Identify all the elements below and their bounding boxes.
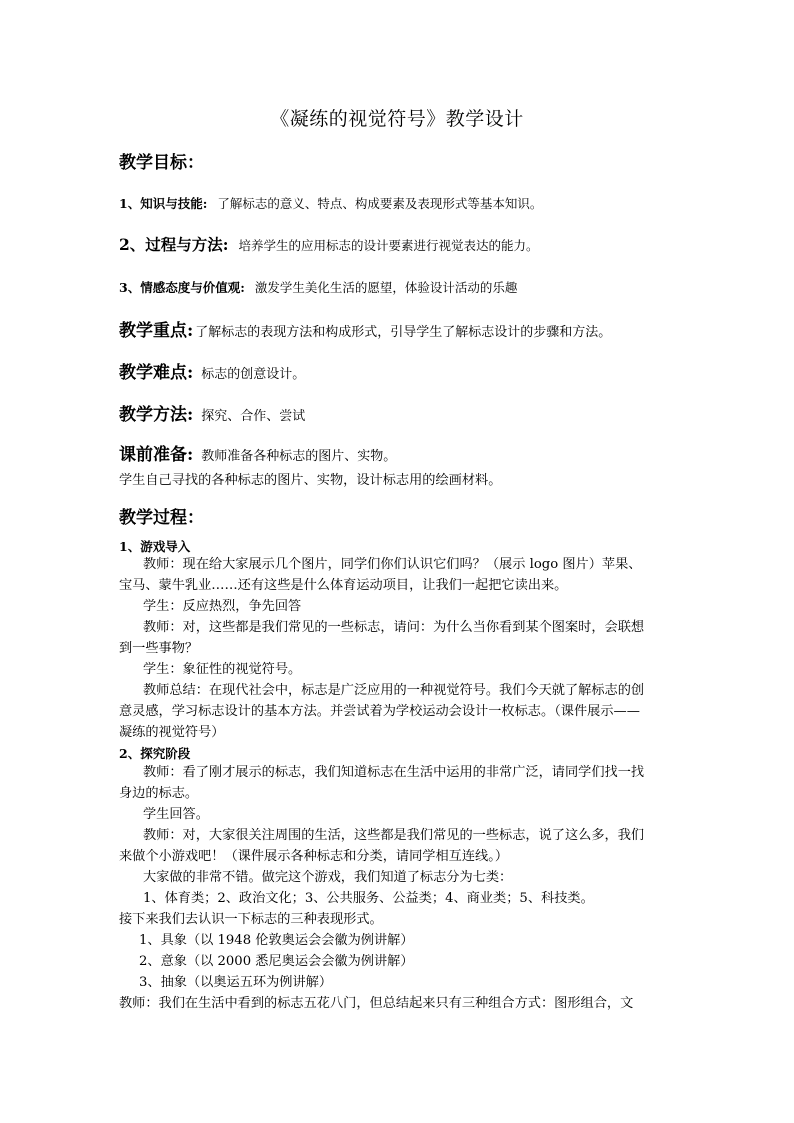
preparation	[119, 440, 679, 465]
document-title: 《凝练的视觉符号》教学设计	[270, 108, 524, 130]
objective-label: 2、过程与方法:	[119, 235, 229, 254]
methods-label: 教学方法:	[119, 405, 194, 425]
objective-text: 培养学生的应用标志的设计要素进行视觉表达的能力。	[238, 238, 539, 253]
objective-item-3	[119, 278, 679, 296]
methods	[119, 400, 679, 425]
paragraph-line: 学生：象征性的视觉符号。	[143, 662, 302, 677]
difficulty-text: 标志的创意设计。	[201, 367, 306, 382]
objective-label: 3、情感态度与价值观:	[119, 280, 245, 295]
section1-title: 1、游戏导入	[119, 539, 191, 554]
preparation-label: 课前准备:	[119, 445, 194, 465]
key-points-label: 教学重点:	[119, 321, 194, 341]
paragraph-line: 大家做的非常不错。做完这个游戏，我们知道了标志分为七类：	[143, 870, 513, 885]
paragraph-line: 3、抽象（以奥运五环为例讲解）	[139, 975, 333, 990]
paragraph-line: 学生：反应热烈，争先回答	[143, 599, 302, 614]
paragraph-line: 接下来我们去认识一下标志的三种表现形式。	[119, 912, 383, 927]
paragraph-line: 教师：对，这些都是我们常见的一些标志，请问：为什么当你看到某个图案时，会联想	[143, 620, 645, 635]
paragraph-line: 1、体育类；2、政治文化；3、公共服务、公益类；4、商业类；5、科技类。	[143, 891, 594, 906]
paragraph-line: 身边的标志。	[119, 786, 199, 801]
preparation-line2: 学生自己寻找的各种标志的图片、实物，设计标志用的绘画材料。	[119, 473, 502, 488]
paragraph-line: 教师：看了刚才展示的标志，我们知道标志在生活中运用的非常广泛，请同学们找一找	[143, 765, 645, 780]
paragraph-line: 教师：现在给大家展示几个图片，同学们你们认识它们吗？（展示 logo 图片）苹果、	[143, 557, 642, 572]
paragraph-line: 教师总结：在现代社会中，标志是广泛应用的一种视觉符号。我们今天就了解标志的创	[143, 683, 645, 698]
paragraph-line: 教师：对，大家很关注周围的生活，这些都是我们常见的一些标志，说了这么多，我们	[143, 828, 645, 843]
process-heading: 教学过程：	[119, 508, 204, 528]
section2-title: 2、探究阶段	[119, 746, 191, 761]
section1-body	[119, 554, 679, 743]
paragraph-line: 凝练的视觉符号）	[119, 725, 225, 740]
objective-text: 了解标志的意义、特点、构成要素及表现形式等基本知识。	[217, 196, 543, 211]
key-points	[119, 316, 679, 341]
paragraph-line: 1、具象（以 1948 伦敦奥运会会徽为例讲解）	[139, 933, 414, 948]
paragraph-line: 教师：我们在生活中看到的标志五花八门，但总结起来只有三种组合方式：图形组合，文	[119, 996, 634, 1011]
methods-text: 探究、合作、尝试	[201, 409, 306, 424]
paragraph-line: 意灵感，学习标志设计的基本方法。并尝试着为学校运动会设计一枚标志。（课件展示——	[119, 704, 640, 719]
objectives-heading: 教学目标：	[119, 153, 204, 173]
paragraph-line: 2、意象（以 2000 悉尼奥运会会徽为例讲解）	[139, 954, 414, 969]
objective-item-2	[119, 233, 679, 255]
key-points-text: 了解标志的表现方法和构成形式，引导学生了解标志设计的步骤和方法。	[195, 325, 612, 340]
difficulty-label: 教学难点:	[119, 363, 194, 383]
objective-label: 1、知识与技能:	[119, 196, 208, 211]
paragraph-line: 到一些事物？	[119, 641, 199, 656]
paragraph-line: 宝马、蒙牛乳业……还有这些是什么体育运动项目，让我们一起把它读出来。	[119, 578, 568, 593]
objective-text: 激发学生美化生活的愿望，体验设计活动的乐趣	[254, 280, 518, 295]
objective-item-1	[119, 194, 679, 212]
preparation-text: 教师准备各种标志的图片、实物。	[201, 449, 397, 464]
paragraph-line: 来做个小游戏吧！（课件展示各种标志和分类，请同学相互连线。）	[119, 849, 509, 864]
section2-body	[119, 762, 679, 1014]
paragraph-line: 学生回答。	[143, 807, 209, 822]
difficulty	[119, 358, 679, 383]
